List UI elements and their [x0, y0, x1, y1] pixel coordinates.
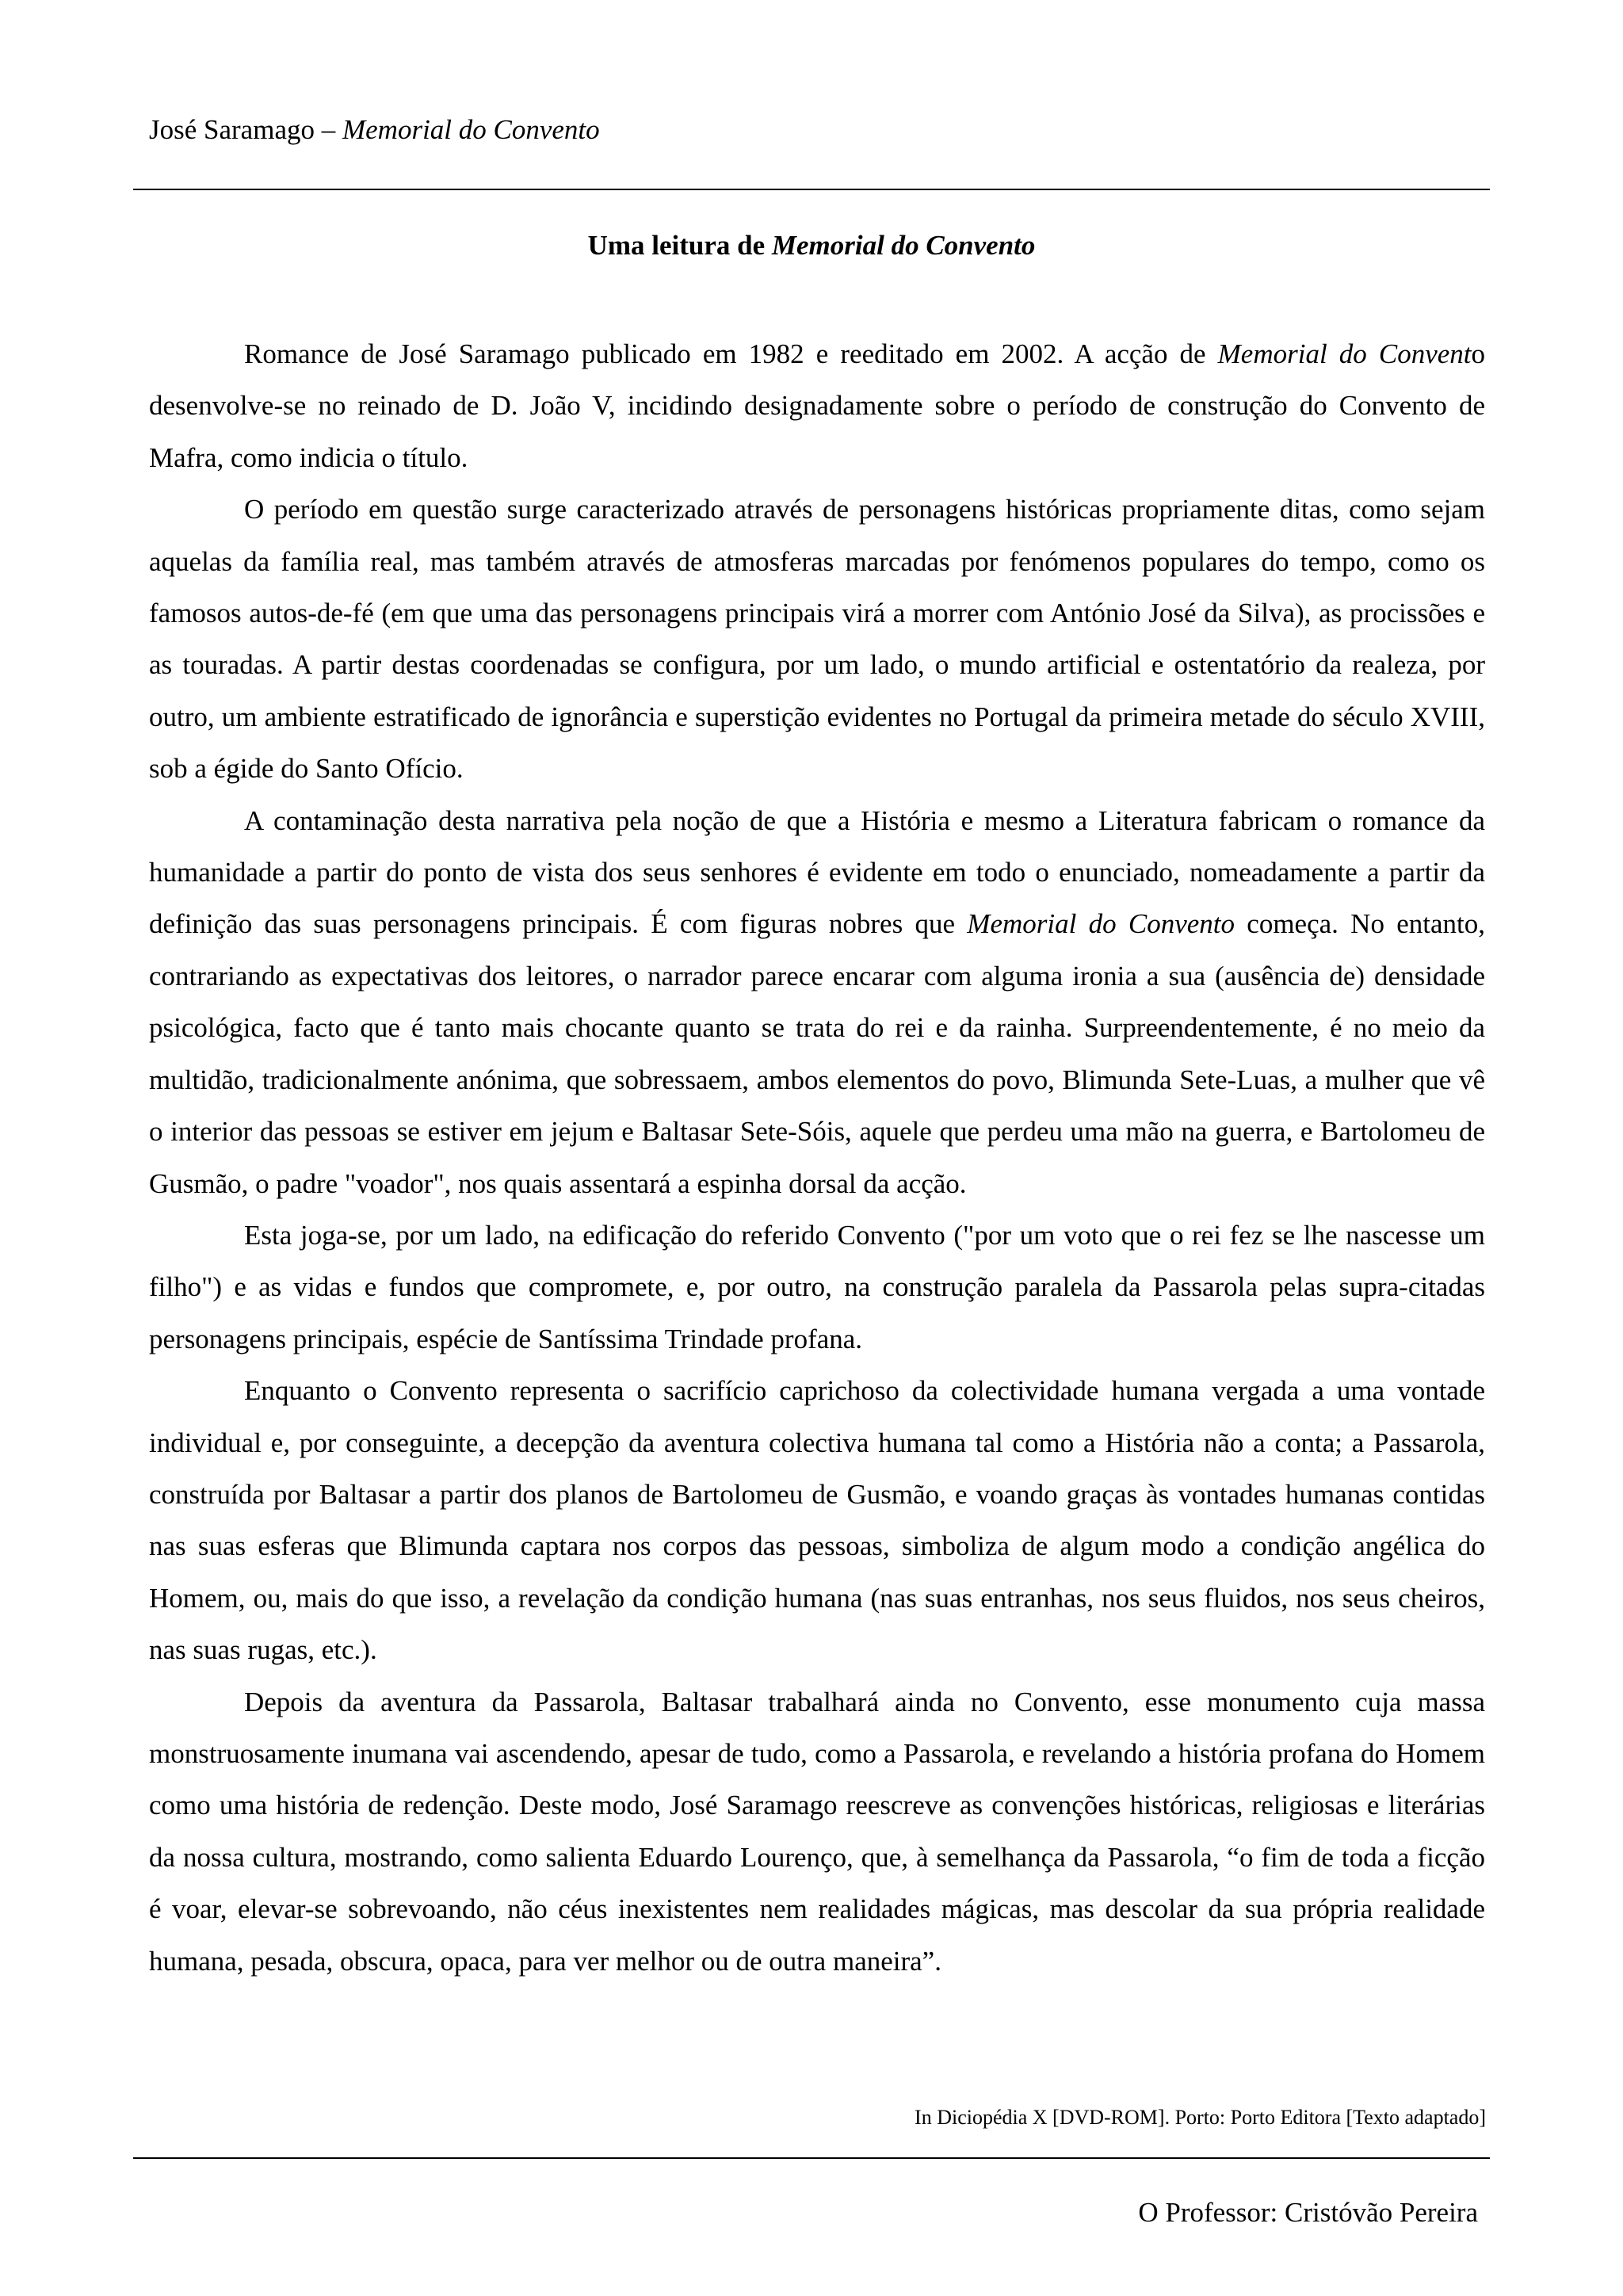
page-title: [133, 227, 1490, 265]
paragraph-1-text-a: Romance de José Saramago publicado em 1982 e reeditado em 2002. A acção de: [244, 338, 1218, 369]
paragraph-1-italic: Memorial do Convent: [1217, 338, 1472, 369]
paragraph-1: [149, 328, 1485, 483]
paragraph-2: O período em questão surge caracterizado através de personagens históricas propriamente ditas, como sejam aquelas da família real, mas também através de atmosferas marcadas por fenómenos populares do tempo, como os famosos autos-de-fé (em que uma das personagens principais virá a morrer com António José da Silva), as procissões e as touradas. A partir destas coordenadas se configura, por um lado, o mundo artificial e ostentatório da realeza, por outro, um ambiente estratificado de ignorância e superstição evidentes no Portugal da primeira metade do século XVIII, sob a égide do Santo Ofício.: [149, 494, 1485, 785]
paragraph-1-text-c: o desenvolve-se no reinado de D. João V, incidindo designadamente sobre o período de construção do Convento de Mafra, como indicia o título.: [149, 338, 1485, 473]
source-citation: In Diciopédia X [DVD-ROM]. Porto: Porto Editora [Texto adaptado]: [915, 2106, 1486, 2129]
running-header: [149, 111, 600, 149]
header-work-title: Memorial do Convento: [342, 114, 600, 145]
title-prefix: Uma leitura de: [587, 230, 772, 261]
article-body: [149, 328, 1485, 1987]
paragraph-3-text-c: começa. No entanto, contrariando as expectativas dos leitores, o narrador parece encarar com alguma ironia a sua (ausência de) densidade psicológica, facto que é tanto mais chocante quanto se trata do rei e da rainha. Surpreendentemente, é no meio da multidão, tradicionalmente anónima, que sobressaem, ambos elementos do povo, Blimunda Sete-Luas, a mulher que vê o interior das pessoas se estiver em jejum e Baltasar Sete-Sóis, aquele que perdeu uma mão na guerra, e Bartolomeu de Gusmão, o padre "voador", nos quais assentará a espinha dorsal da acção.: [149, 908, 1485, 1199]
footer-divider: [133, 2157, 1490, 2159]
header-divider: [133, 189, 1490, 190]
paragraph-3-text-a: A contaminação desta narrativa pela noção de que a História e mesmo a Literatura fabricam o romance da humanidade a partir do ponto de vista dos seus senhores é evidente em todo o enunciado, nomeadamente a partir da definição das suas personagens principais. É com figuras nobres que: [149, 804, 1485, 940]
paragraph-5: Enquanto o Convento representa o sacrifício caprichoso da colectividade humana vergada a uma vontade individual e, por conseguinte, a decepção da aventura colectiva humana tal como a História não a conta; a Passarola, construída por Baltasar a partir dos planos de Bartolomeu de Gusmão, e voando graças às vontades humanas contidas nas suas esferas que Blimunda captara nos corpos das pessoas, simboliza de algum modo a condição angélica do Homem, ou, mais do que isso, a revelação da condição humana (nas suas entranhas, nos seus fluidos, nos seus cheiros, nas suas rugas, etc.).: [149, 1375, 1485, 1666]
paragraph-6: Depois da aventura da Passarola, Baltasar trabalhará ainda no Convento, esse monumento cuja massa monstruosamente inumana vai ascendendo, apesar de tudo, como a Passarola, e revelando a história profana do Homem como uma história de redenção. Deste modo, José Saramago reescreve as convenções históricas, religiosas e literárias da nossa cultura, mostrando, como salienta Eduardo Lourenço, que, à semelhança da Passarola, “o fim de toda a ficção é voar, elevar-se sobrevoando, não céus inexistentes nem realidades mágicas, mas descolar da sua própria realidade humana, pesada, obscura, opaca, para ver melhor ou de outra maneira”.: [149, 1686, 1485, 1977]
title-work: Memorial do Convento: [771, 230, 1036, 261]
paragraph-3: [149, 795, 1485, 1209]
paragraph-3-italic: Memorial do Convento: [967, 908, 1235, 940]
header-author: José Saramago –: [149, 114, 342, 145]
paragraph-4: Esta joga-se, por um lado, na edificação do referido Convento ("por um voto que o rei fez se lhe nascesse um filho") e as vidas e fundos que compromete, e, por outro, na construção paralela da Passarola pelas supra-citadas personagens principais, espécie de Santíssima Trindade profana.: [149, 1219, 1485, 1354]
footer-author: O Professor: Cristóvão Pereira: [1138, 2197, 1478, 2228]
